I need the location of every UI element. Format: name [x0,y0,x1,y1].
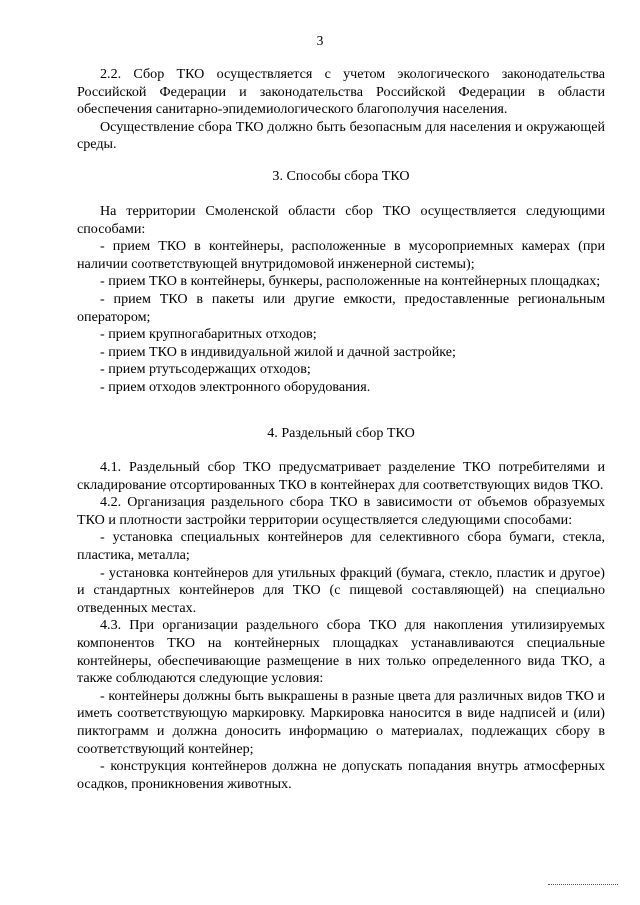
list-item: - контейнеры должны быть выкрашены в разные цвета для различных видов ТКО и иметь соответствующую маркировку. Маркировка наносится в виде надписей и (или) пиктограмм и должна доносить информацию о материалах, подлежащих сбору в соответствующий контейнер; [77,687,605,757]
scan-mark [548,884,618,887]
list-item: - прием отходов электронного оборудования. [100,378,371,395]
list-item: - прием крупногабаритных отходов; [100,326,317,343]
section-4-heading-block [77,425,605,443]
paragraph-4-1: 4.1. Раздельный сбор ТКО предусматривает разделение ТКО потребителями и складирование отсортированных ТКО в контейнерах для соответствующих видов ТКО. [77,459,605,493]
list-item: - прием ТКО в контейнеры, расположенные в мусороприемных камерах (при наличии соответствующей внутридомовой инженерной системы); [77,238,605,272]
page-number: 3 [316,33,324,48]
list-item: - прием ТКО в контейнеры, бункеры, расположенные на контейнерных площадках; [100,273,601,290]
section-4 [77,459,605,793]
list-item: - установка специальных контейнеров для селективного сбора бумаги, стекла, пластика, металла; [77,529,605,563]
list-item: - прием ТКО в пакеты или другие емкости, предоставленные региональным оператором; [77,290,605,325]
paragraph-2-2: 2.2. Сбор ТКО осуществляется с учетом экологического законодательства Российской Федерации и законодательства Российской Федерации в области обеспечения санитарно-эпидемиологического благополучия населения. [77,66,605,118]
paragraph-2-2-safety: Осуществление сбора ТКО должно быть безопасным для населения и окружающей среды. [77,118,605,153]
list-item: - установка контейнеров для утильных фракций (бумага, стекло, пластик и другое) и стандартных контейнеров для ТКО (с пищевой составляющей) на специально отведенных местах. [77,564,605,616]
paragraph-4-2: 4.2. Организация раздельного сбора ТКО в зависимости от объемов образуемых ТКО и плотности застройки территории осуществляется следующими способами: [77,494,605,528]
section-2-2 [77,66,605,154]
section-3-heading: 3. Способы сбора ТКО [272,168,410,184]
list-item: - прием ртутьсодержащих отходов; [100,361,311,378]
section-3-heading-block [77,168,605,186]
list-item: - конструкция контейнеров должна не допускать попадания внутрь атмосферных осадков, проникновения животных. [77,758,605,792]
section-3 [77,203,605,397]
section-4-heading: 4. Раздельный сбор ТКО [267,425,415,441]
paragraph-4-3: 4.3. При организации раздельного сбора ТКО для накопления утилизируемых компонентов ТКО на контейнерных площадках устанавливаются специальные контейнеры, обеспечивающие размещение в них только определенного вида ТКО, а также соблюдаются следующие условия: [77,617,605,687]
list-item: - прием ТКО в индивидуальной жилой и дачной застройке; [100,343,456,360]
section-3-intro: На территории Смоленской области сбор ТКО осуществляется следующими способами: [77,203,605,237]
